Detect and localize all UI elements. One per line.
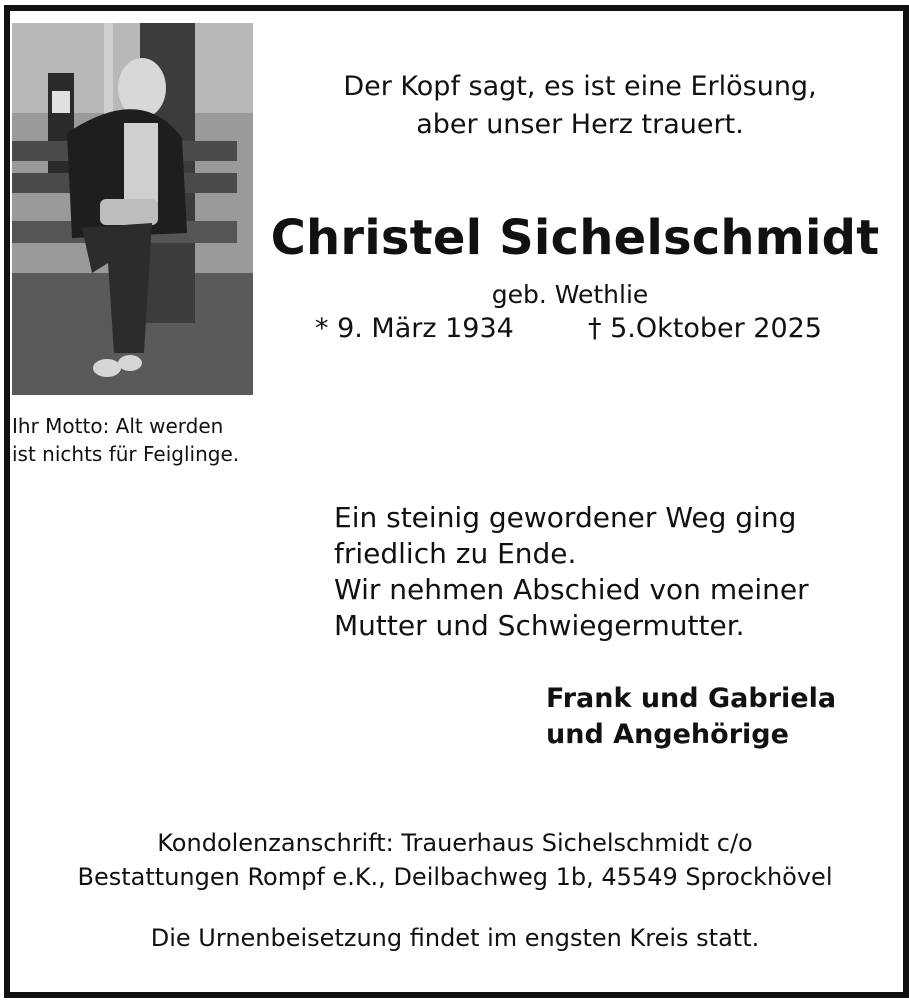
farewell-message xyxy=(334,500,894,644)
message-line-1: Ein steinig gewordener Weg ging xyxy=(334,501,797,534)
maiden-name: geb. Wethlie xyxy=(491,280,649,309)
birth-date: * 9. März 1934 xyxy=(315,313,514,344)
motto-caption xyxy=(12,412,278,468)
opening-quote xyxy=(290,68,870,144)
quote-line-1: Der Kopf sagt, es ist eine Erlösung, xyxy=(343,71,817,102)
portrait-photo xyxy=(12,23,253,395)
urn-notice: Die Urnenbeisetzung findet im engsten Kreis statt. xyxy=(150,924,760,952)
portrait-photo-icon xyxy=(12,23,253,395)
address-line-2: Bestattungen Rompf e.K., Deilbachweg 1b, 45549 Sprockhövel xyxy=(77,863,833,891)
signature-line-2: und Angehörige xyxy=(546,719,789,750)
quote-line-2: aber unser Herz trauert. xyxy=(416,109,744,140)
message-line-3: Wir nehmen Abschied von meiner xyxy=(334,573,809,606)
death-date: † 5.Oktober 2025 xyxy=(588,313,822,344)
address-line-1: Kondolenzanschrift: Trauerhaus Sichelschmidt c/o xyxy=(157,829,753,857)
motto-line-2: ist nichts für Feiglinge. xyxy=(12,442,240,466)
message-line-2: friedlich zu Ende. xyxy=(334,537,577,570)
family-signature xyxy=(546,681,836,753)
condolence-address xyxy=(40,826,870,894)
message-line-4: Mutter und Schwiegermutter. xyxy=(334,609,745,642)
deceased-name: Christel Sichelschmidt xyxy=(270,210,880,266)
motto-line-1: Ihr Motto: Alt werden xyxy=(12,414,224,438)
signature-line-1: Frank und Gabriela xyxy=(546,683,837,714)
